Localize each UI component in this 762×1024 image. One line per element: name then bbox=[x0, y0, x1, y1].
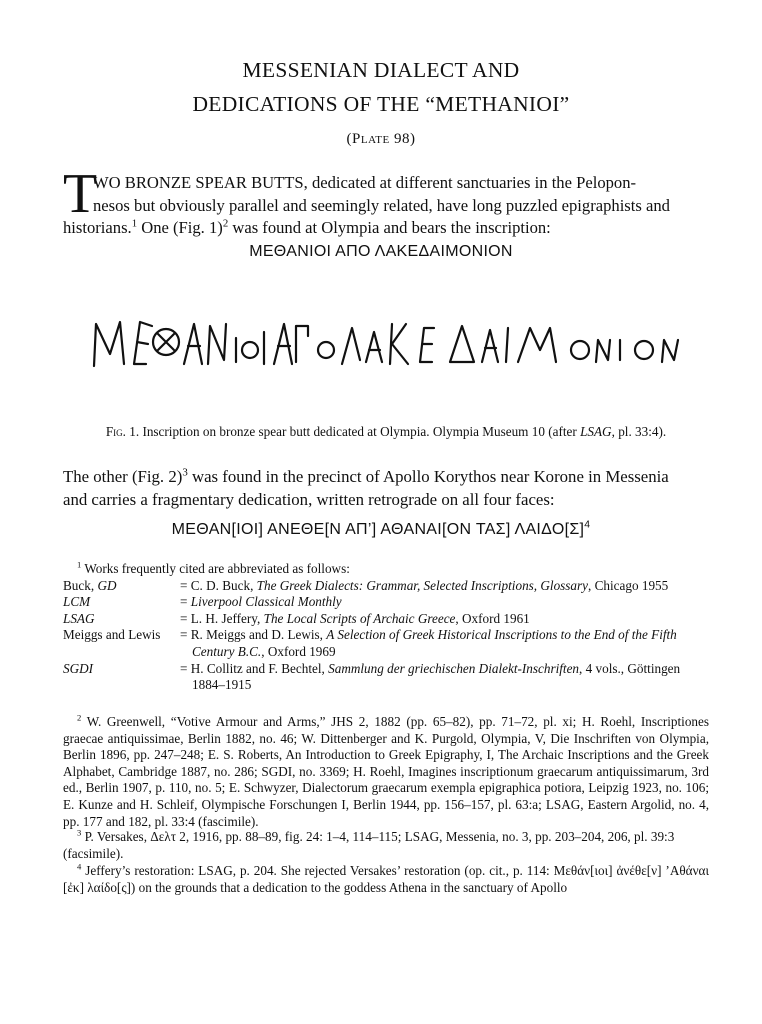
abbreviation-value: = C. D. Buck, The Greek Dialects: Grammar, Selected Inscriptions, Glossary, Chicago 1955 bbox=[180, 577, 669, 593]
footnote-4: $^4$ Jeffery’s restoration: LSAG, p. 204. She rejected Versakes’ restoration (op. cit., p. 114: Μεθάν[ιοι] ἀνέθε[ν] ’Αθάναι [ἐκ] λαίδο[ς]) on the grounds that a dedication to the goddess Athena in the sanctuary of Apollo bbox=[63, 861, 709, 895]
paragraph-2-line-2: and carries a fragmentary dedication, written retrograde on all four faces: bbox=[63, 489, 555, 509]
abbreviation-key: Meiggs and Lewis bbox=[63, 627, 161, 643]
greek-inscription-1: ΜΕΘΑΝΙΟΙ ΑΠΟ ΛΑΚΕΔΑΙΜΟΝΙΟΝ bbox=[249, 243, 513, 260]
abbreviation-entry bbox=[63, 627, 709, 660]
abbreviation-entry bbox=[63, 661, 709, 694]
paragraph-1-line-1: WO BRONZE SPEAR BUTTS, dedicated at different sanctuaries in the Pelopon- bbox=[93, 173, 637, 192]
footnote-2: $^2$ W. Greenwell, “Votive Armour and Arms,” JHS 2, 1882 (pp. 65–82), pp. 71–72, pl. xi; H. Roehl, Inscriptiones graecae antiquissimae, Berlin 1882, no. 46; W. Dittenberger and K. Purgold, Olympia, V, Die Inschriften von Olympia, Berlin 1896, pp. 247–248; E. S. Roberts, An Introduction to Greek Epigraphy, I, The Archaic Inscriptions and the Greek Alphabet, Cambridge 1887, no. 286; SGDI, no. 3369; H. Roehl, Imagines inscriptionum graecarum antiquissimarum, 3rd ed., Berlin 1907, p. 110, no. 5; E. Schwyzer, Dialectorum graecarum exempla epigraphica potiora, Leipzig 1923, no. 106; E. Kunze and H. Schleif, Olympische Forschungen I, Berlin 1944, pp. 156–157, pl. 63:a; LSAG, Eastern Argolid, no. 4, pp. 177 and 182, pl. 33:4 (fascimile). bbox=[63, 712, 709, 829]
footnote-ref-3: 3 bbox=[182, 466, 188, 479]
abbreviation-key: SGDI bbox=[63, 660, 94, 676]
abbreviation-value: = L. H. Jeffery, The Local Scripts of Archaic Greece, Oxford 1961 bbox=[180, 610, 530, 626]
paragraph-1-line-2: nesos but obviously parallel and seemingly related, have long puzzled epigraphists and bbox=[93, 195, 670, 215]
figure-1-caption: Fig. 1. Inscription on bronze spear butt dedicated at Olympia. Olympia Museum 10 (after LSAG, pl. 33:4). bbox=[105, 424, 667, 439]
abbreviation-key: LSAG bbox=[63, 610, 95, 626]
footnote-ref-1: 1 bbox=[131, 217, 138, 230]
abbreviation-entry bbox=[63, 594, 709, 611]
abbreviation-entry bbox=[63, 611, 709, 628]
abbreviation-list bbox=[63, 578, 709, 694]
article-title-line-2: DEDICATIONS OF THE “METHANIOI” bbox=[192, 92, 570, 116]
paragraph-1 bbox=[63, 163, 709, 240]
footnote-3: $^3$ P. Versakes, Δελτ 2, 1916, pp. 88–89, fig. 24: 1–4, 114–115; LSAG, Messenia, no. 3, pp. 203–204, 206, pl. 39:3 (facsimile). bbox=[63, 827, 675, 861]
inscription-facsimile bbox=[90, 314, 700, 374]
article-title-line-1: MESSENIAN DIALECT AND bbox=[242, 58, 520, 82]
abbreviation-key: Buck, GD bbox=[63, 577, 117, 593]
abbreviation-key: LCM bbox=[63, 594, 91, 610]
abbreviation-value: = H. Collitz and F. Bechtel, Sammlung der griechischen Dialekt-Inschriften, 4 vols., Göttingen 1884–1915 bbox=[180, 660, 681, 693]
paragraph-2 bbox=[63, 466, 709, 511]
paragraph-2-line-1: The other (Fig. 2)$^3$ was found in the precinct of Apollo Korythos near Korone in Messenia bbox=[63, 466, 669, 486]
footnote-ref-2: 2 bbox=[222, 217, 229, 230]
plate-reference: (Plate 98) bbox=[346, 131, 416, 147]
drop-cap: T bbox=[63, 163, 98, 225]
abbreviation-value: = Liverpool Classical Monthly bbox=[180, 594, 342, 610]
paragraph-1-line-3: historians.$^1$ One (Fig. 1)$^2$ was found at Olympia and bears the inscription: bbox=[63, 217, 551, 237]
footnote-ref-4: 4 bbox=[584, 519, 591, 531]
abbreviation-value: = R. Meiggs and D. Lewis, A Selection of Greek Historical Inscriptions to the End of the Fifth Century B.C., Oxford 1969 bbox=[180, 627, 677, 659]
greek-inscription-2: ΜΕΘΑΝ[ΙΟΙ] ΑΝΕΘΕ[Ν ΑΠ’] ΑΘΑΝΑΙ[ΟΝ ΤΑΣ] $\Lambda AI\Delta O[\Sigma]^4$ bbox=[171, 519, 591, 538]
abbreviation-entry bbox=[63, 578, 709, 595]
footnote-1: $^1$ Works frequently cited are abbreviated as follows: Buck, GD = C. D. Buck, The Greek Dialects: Grammar, Selected Inscriptions, Glossary, Chicago 1955 LCM = Liverpool Classical Monthly LSAG = L. H. Jeffery, The Local Scripts of Archaic Greece, Oxford 1961 Meiggs and Lewis = R. Meiggs and D. Lewis, A Selection of Greek Historical Inscriptions to the End of the Fifth Century B.C., Oxford 1969 SGDI = H. Collitz and F. Bechtel, Sammlung der griechischen Dialekt-Inschriften, 4 vols., Göttingen 1884–1915 bbox=[63, 561, 709, 694]
